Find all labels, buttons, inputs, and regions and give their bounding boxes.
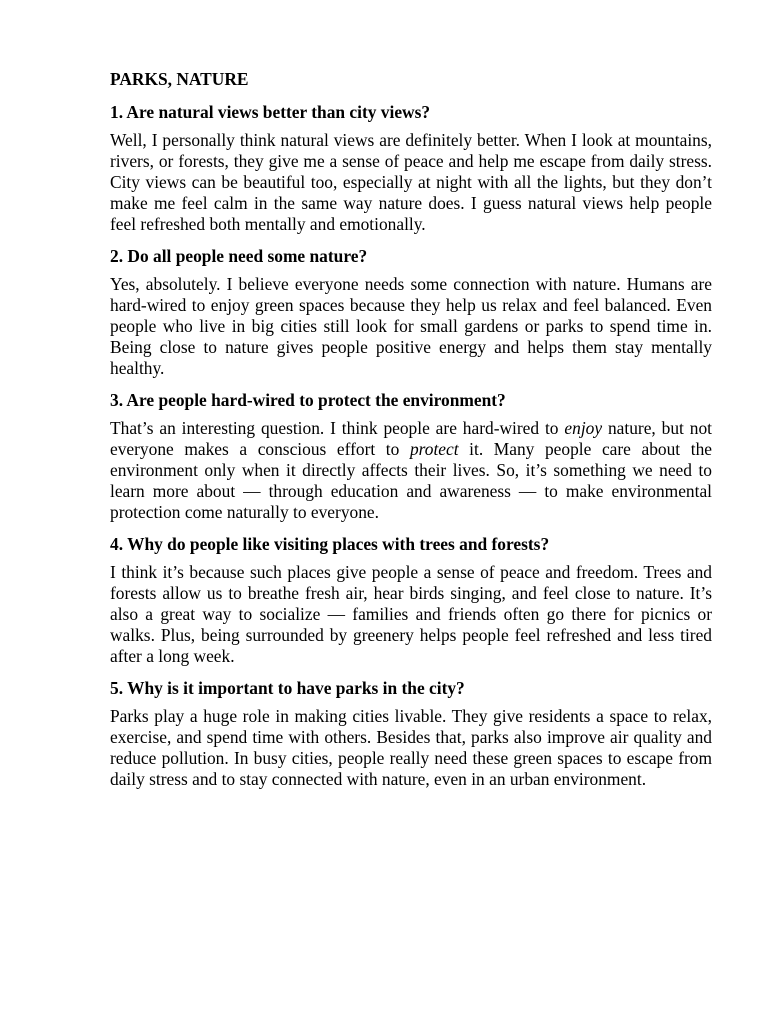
question-heading: 2. Do all people need some nature?: [110, 246, 368, 266]
answer-paragraph: [110, 562, 712, 667]
answer-text: Yes, absolutely. I believe everyone needs some connection with nature. Humans are hard-wired to enjoy green spaces because they help us relax and feel balanced. Even people who live in big cities still look for small gardens or parks to spend time in. Being close to nature gives people positive energy and helps them stay mentally healthy.: [110, 274, 712, 378]
answer-text: I think it’s because such places give people a sense of peace and freedom. Trees and forests allow us to breathe fresh air, hear birds singing, and feel close to nature. It’s also a great way to socialize — families and friends often go there for picnics or walks. Plus, being surrounded by greenery helps people feel refreshed and less tired after a long week.: [110, 562, 712, 666]
answer-emphasis: enjoy: [564, 418, 603, 438]
answer-text: nature, but not everyone makes a conscious effort to: [110, 418, 712, 459]
question-heading: 1. Are natural views better than city views?: [110, 102, 431, 122]
question-heading: 3. Are people hard-wired to protect the environment?: [110, 390, 506, 410]
answer-text: Well, I personally think natural views are definitely better. When I look at mountains, rivers, or forests, they give me a sense of peace and help me escape from daily stress. City views can be beautiful too, especially at night with all the lights, but they don’t make me feel calm in the same way nature does. I guess natural views help people feel refreshed both mentally and emotionally.: [110, 130, 712, 234]
answer-emphasis: protect: [409, 439, 459, 459]
question-heading: 5. Why is it important to have parks in the city?: [110, 678, 465, 698]
document-page: [110, 66, 712, 799]
document-title: PARKS, NATURE: [110, 69, 249, 89]
answer-text: Parks play a huge role in making cities livable. They give residents a space to relax, exercise, and spend time with others. Besides that, parks also improve air quality and reduce pollution. In busy cities, people really need these green spaces to escape from daily stress and to stay connected with nature, even in an urban environment.: [110, 706, 712, 789]
answer-paragraph: [110, 274, 712, 379]
answer-text: That’s an interesting question. I think people are hard-wired to: [110, 418, 565, 438]
question-heading: 4. Why do people like visiting places with trees and forests?: [110, 534, 550, 554]
answer-text: it. Many people care about the environment only when it directly affects their lives. So, it’s something we need to learn more about — through education and awareness — to make environmental protection come naturally to everyone.: [110, 439, 712, 522]
answer-paragraph: [110, 706, 712, 790]
answer-paragraph: [110, 130, 712, 235]
answer-paragraph: [110, 418, 712, 523]
